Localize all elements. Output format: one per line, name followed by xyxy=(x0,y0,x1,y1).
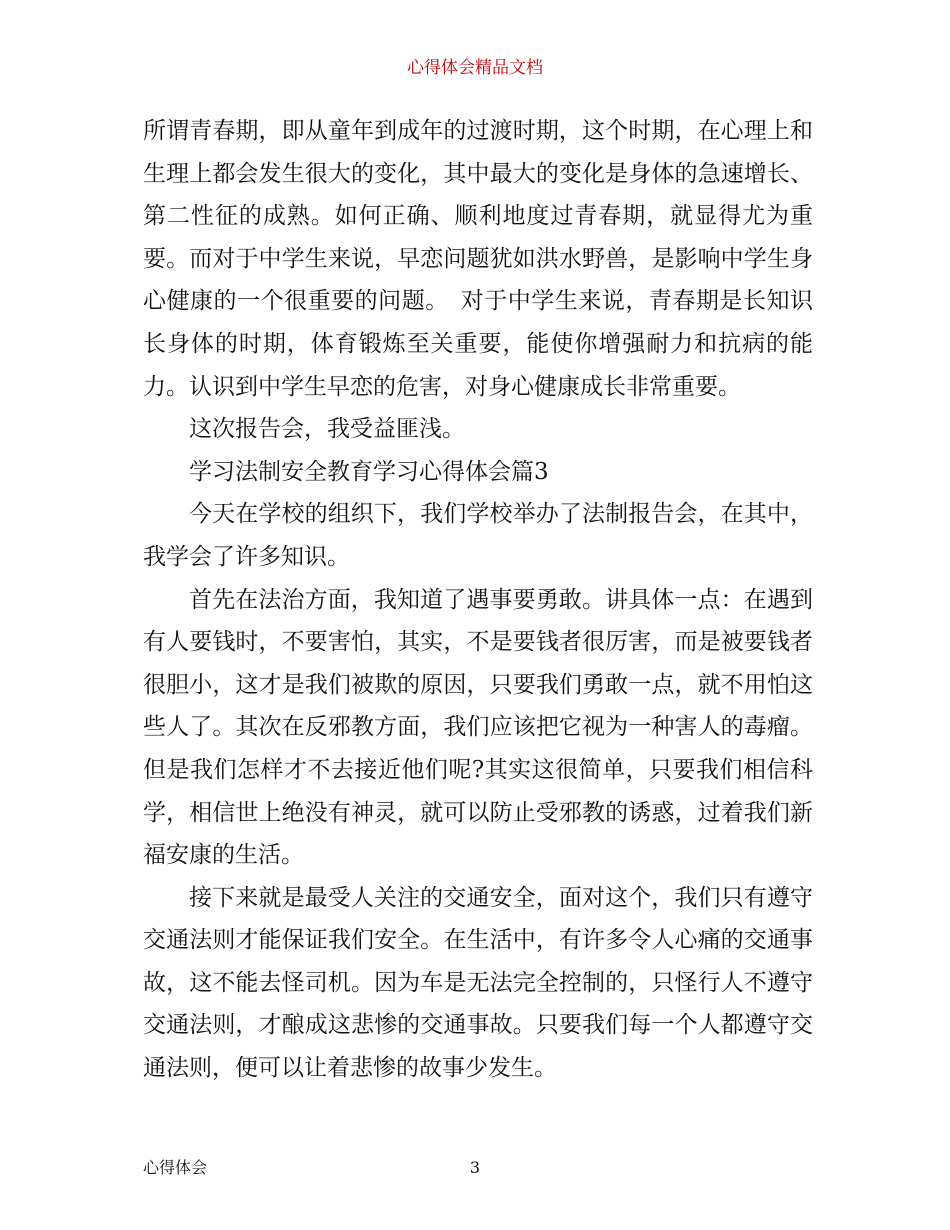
paragraph-traffic: 接下来就是最受人关注的交通安全，面对这个，我们只有遵守交通法则才能保证我们安全。在生活中，有许多令人心痛的交通事故，这不能去怪司机。因为车是无法完全控制的，只怪行人不遵守交通法则，才酿成这悲惨的交通事故。只要我们每一个人都遵守交通法则，便可以让着悲惨的故事少发生。 xyxy=(143,884,813,1082)
page-number: 3 xyxy=(469,1158,481,1177)
paragraph-puberty: 所谓青春期，即从童年到成年的过渡时期，这个时期，在心理上和生理上都会发生很大的变化，其中最大的变化是身体的急速增长、第二性征的成熟。如何正确、顺利地度过青春期，就显得尤为重要。而对于中学生来说，早恋问题犹如洪水野兽，是影响中学生身心健康的一个很重要的问题。 对于中学生来说，青春期是长知识长身体的时期，体育锻炼至关重要，能使你增强耐力和抗病的能力。认识到中学生早恋的危害，对身心健康成长非常重要。 xyxy=(143,118,813,400)
footer-label: 心得体会 xyxy=(143,1158,208,1177)
section-heading: 学习法制安全教育学习心得体会篇3 xyxy=(189,458,549,485)
document-header-title: 心得体会精品文档 xyxy=(407,58,543,78)
paragraph-benefit: 这次报告会，我受益匪浅。 xyxy=(189,416,465,443)
paragraph-intro: 今天在学校的组织下，我们学校举办了法制报告会，在其中，我学会了许多知识。 xyxy=(143,501,813,570)
document-body xyxy=(143,110,813,1090)
paragraph-law-cult: 首先在法治方面，我知道了遇事要勇敢。讲具体一点：在遇到有人要钱时，不要害怕，其实，不是要钱者很厉害，而是被要钱者很胆小，这才是我们被欺的原因，只要我们勇敢一点，就不用怕这些人了。其次在反邪教方面，我们应该把它视为一种害人的毒瘤。但是我们怎样才不去接近他们呢?其实这很简单，只要我们相信科学，相信世上绝没有神灵，就可以防止受邪教的诱惑，过着我们新福安康的生活。 xyxy=(143,586,813,869)
